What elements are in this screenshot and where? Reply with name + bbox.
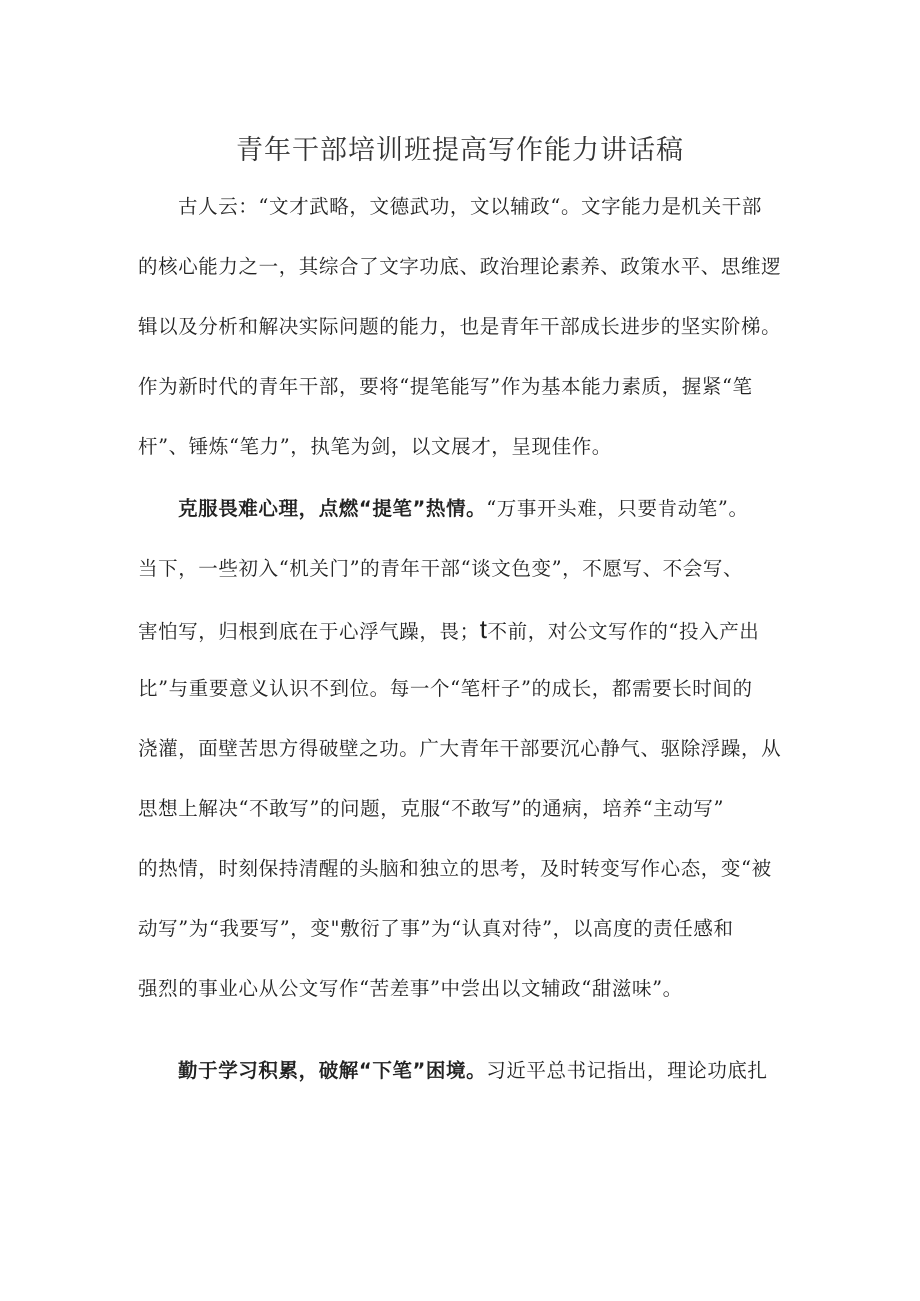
paragraph-2-line-1 (178, 496, 749, 522)
paragraph-3-line-1 (178, 1058, 768, 1084)
paragraph-1-line-3: 辑以及分析和解决实际问题的能力，也是青年干部成长进步的坚实阶梯。 (138, 315, 782, 338)
paragraph-2-line-3 (138, 616, 759, 645)
paragraph-2-line-5: 浇灌，面壁苦思方得破壁之功。广大青年干部要沉心静气、驱除浮躁，从 (138, 737, 782, 760)
paragraph-2-line-3-part-b: 不前，对公文写作的“投入产出 (487, 620, 760, 643)
paragraph-2-line-3-part-a: 害怕写，归根到底在于心浮气躁，畏； (138, 620, 480, 643)
paragraph-2-first-line-rest: “万事开头难，只要肯动笔”。 (486, 497, 749, 520)
paragraph-2-line-7: 的热情，时刻保持清醒的头脑和独立的思考，及时转变写作心态，变“被 (138, 857, 772, 880)
paragraph-3-heading: 勤于学习积累，破解“下笔”困境。 (178, 1059, 487, 1082)
paragraph-2-heading: 克服畏难心理，点燃“提笔”热情。 (178, 497, 487, 520)
paragraph-2-line-6: 思想上解决“不敢写”的问题，克服“不敢写”的通病，培养“主动写” (138, 797, 725, 820)
paragraph-1-line-2: 的核心能力之一，其综合了文字功底、政治理论素养、政策水平、思维逻 (138, 255, 782, 278)
paragraph-2-line-9: 强烈的事业心从公文写作“苦差事”中尝出以文辅政“甜滋味”。 (138, 977, 683, 1000)
paragraph-3-first-line-rest: 习近平总书记指出，理论功底扎 (486, 1059, 768, 1082)
document-title: 青年干部培训班提高写作能力讲话稿 (236, 135, 684, 166)
paragraph-2-line-8: 动写”为“我要写”，变"敷衍了事”为“认真对待”，以高度的责任感和 (138, 917, 734, 940)
paragraph-2-line-4: 比”与重要意义认识不到位。每一个“笔杆子”的成长，都需要长时间的 (138, 677, 753, 700)
paragraph-1-line-5: 杆”、锤炼“笔力”，执笔为剑，以文展才，呈现佳作。 (138, 435, 612, 458)
paragraph-2-line-2: 当下，一些初入“机关门”的青年干部“谈文色变”，不愿写、不会写、 (138, 557, 744, 580)
paragraph-1-line-4: 作为新时代的青年干部，要将“提笔能写”作为基本能力素质，握紧“笔 (138, 375, 753, 398)
paragraph-1-line-1: 古人云：“文才武略，文德武功，文以辅政“。文字能力是机关干部 (178, 195, 762, 218)
stray-glyph: t (479, 614, 488, 644)
